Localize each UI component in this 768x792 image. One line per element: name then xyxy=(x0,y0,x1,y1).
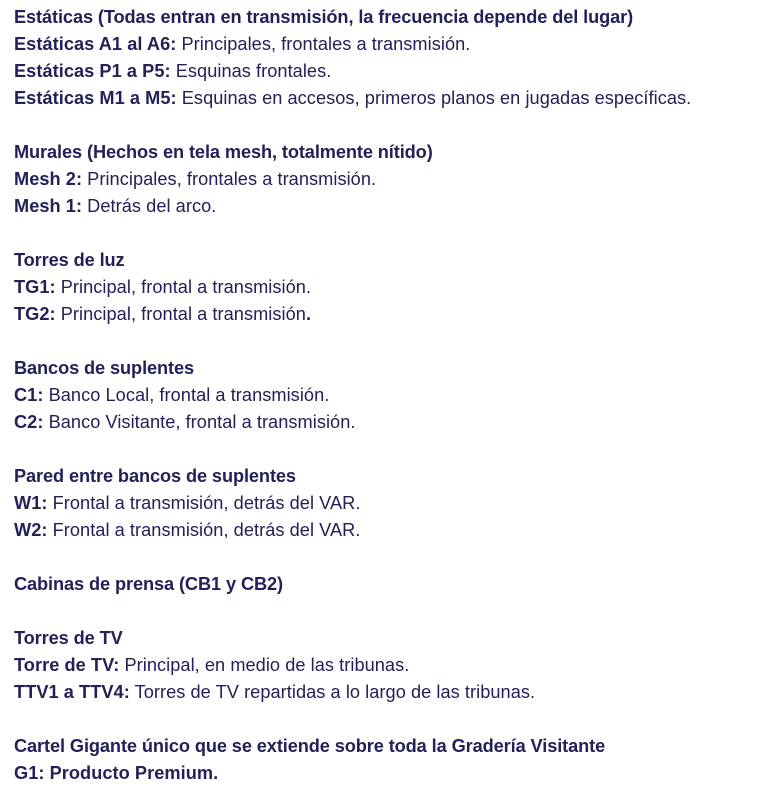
item-term: Mesh 1: xyxy=(14,196,83,216)
section-cartel-gigante xyxy=(14,733,754,787)
list-item xyxy=(14,85,754,112)
section-estaticas xyxy=(14,4,754,112)
item-description: Principal, frontal a transmisión xyxy=(55,304,306,324)
item-term: C1: xyxy=(14,385,44,405)
list-item xyxy=(14,301,754,328)
list-item xyxy=(14,679,754,706)
section-heading: Torres de luz xyxy=(14,250,125,270)
section-heading: Cartel Gigante único que se extiende sobre toda la Gradería Visitante xyxy=(14,736,606,756)
section-bancos-de-suplentes xyxy=(14,355,754,436)
list-item xyxy=(14,31,754,58)
list-item xyxy=(14,58,754,85)
item-term: C2: xyxy=(14,412,44,432)
section-pared-entre-bancos xyxy=(14,463,754,544)
item-description: Banco Local, frontal a transmisión. xyxy=(43,385,330,405)
item-description: Principal, en medio de las tribunas. xyxy=(119,655,410,675)
section-heading: Cabinas de prensa (CB1 y CB2) xyxy=(14,574,283,594)
item-description: Frontal a transmisión, detrás del VAR. xyxy=(47,520,361,540)
section-cabinas-de-prensa xyxy=(14,571,754,598)
list-item xyxy=(14,517,754,544)
item-term: Torre de TV: xyxy=(14,655,120,675)
list-item xyxy=(14,274,754,301)
item-description: Banco Visitante, frontal a transmisión. xyxy=(43,412,356,432)
list-item xyxy=(14,490,754,517)
section-heading: Bancos de suplentes xyxy=(14,358,195,378)
item-description: Principales, frontales a transmisión. xyxy=(82,169,377,189)
list-item xyxy=(14,382,754,409)
item-description: Principales, frontales a transmisión. xyxy=(176,34,471,54)
item-tail-period: . xyxy=(305,304,312,324)
section-heading: Torres de TV xyxy=(14,628,123,648)
item-term: W1: xyxy=(14,493,48,513)
item-term: Estáticas A1 al A6: xyxy=(14,34,177,54)
list-item xyxy=(14,652,754,679)
item-term: TG2: xyxy=(14,304,56,324)
item-description: Detrás del arco. xyxy=(82,196,217,216)
list-item xyxy=(14,409,754,436)
section-torres-de-luz xyxy=(14,247,754,328)
item-description: Esquinas frontales. xyxy=(170,61,332,81)
list-item xyxy=(14,760,754,787)
item-term: Estáticas M1 a M5: xyxy=(14,88,177,108)
section-heading: Murales (Hechos en tela mesh, totalmente nítido) xyxy=(14,142,433,162)
item-description: Principal, frontal a transmisión. xyxy=(55,277,312,297)
item-term: G1: Producto Premium. xyxy=(14,763,219,783)
item-term: TTV1 a TTV4: xyxy=(14,682,130,702)
list-item xyxy=(14,166,754,193)
item-description: Esquinas en accesos, primeros planos en jugadas específicas. xyxy=(176,88,692,108)
list-item xyxy=(14,193,754,220)
item-term: TG1: xyxy=(14,277,56,297)
section-torres-de-tv xyxy=(14,625,754,706)
item-term: W2: xyxy=(14,520,48,540)
item-term: Mesh 2: xyxy=(14,169,83,189)
section-murales xyxy=(14,139,754,220)
item-term: Estáticas P1 a P5: xyxy=(14,61,171,81)
section-heading: Estáticas (Todas entran en transmisión, la frecuencia depende del lugar) xyxy=(14,7,634,27)
item-description: Torres de TV repartidas a lo largo de las tribunas. xyxy=(129,682,536,702)
section-heading: Pared entre bancos de suplentes xyxy=(14,466,296,486)
item-description: Frontal a transmisión, detrás del VAR. xyxy=(47,493,361,513)
